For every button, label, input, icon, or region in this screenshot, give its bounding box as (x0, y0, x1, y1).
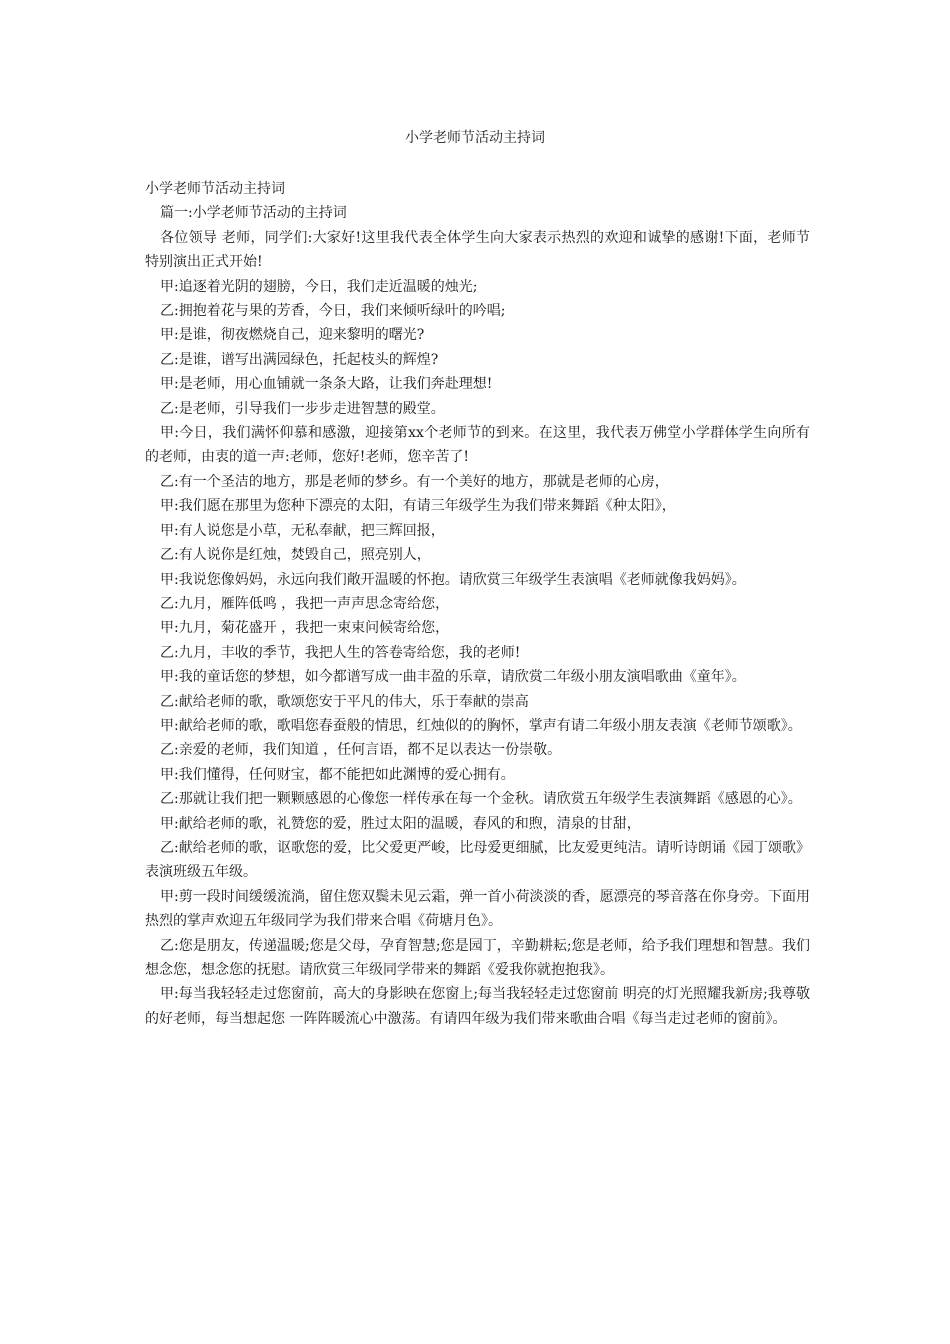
document-title: 小学老师节活动主持词 (405, 130, 545, 146)
document-body (145, 177, 810, 1031)
paragraph: 甲:每当我轻轻走过您窗前，高大的身影映在您窗上;每当我轻轻走过您窗前 明亮的灯光照耀我新房;我尊敬的好老师，每当想起您 一阵阵暖流心中激荡。有请四年级为我们带来歌曲合唱《每当走过老师的窗前》。 (145, 986, 810, 1027)
paragraph: 乙:您是朋友，传递温暖;您是父母，孕育智慧;您是园丁，辛勤耕耘;您是老师，给予我们理想和智慧。我们想念您，想念您的抚慰。请欣赏三年级同学带来的舞蹈《爱我你就抱抱我》。 (145, 937, 810, 978)
paragraph: 乙:有一个圣洁的地方，那是老师的梦乡。有一个美好的地方，那就是老师的心房， (160, 473, 669, 490)
paragraph: 甲:追逐着光阴的翅膀，今日，我们走近温暖的烛光; (160, 278, 478, 295)
paragraph: 乙:是老师，引导我们一步步走进智慧的殿堂。 (160, 400, 445, 417)
paragraph: 甲:是老师，用心血铺就一条条大路，让我们奔赴理想! (160, 376, 493, 393)
paragraph: 篇一:小学老师节活动的主持词 (160, 205, 347, 222)
paragraph: 乙:九月，丰收的季节，我把人生的答卷寄给您，我的老师! (160, 644, 521, 661)
paragraph: 甲:有人说您是小草，无私奉献，把三辉回报， (160, 522, 445, 539)
paragraph: 乙:有人说你是红烛，焚毁自己，照亮别人， (160, 547, 431, 564)
paragraph: 甲:是谁，彻夜燃烧自己，迎来黎明的曙光? (160, 327, 425, 344)
paragraph: 甲:九月，菊花盛开 ，我把一束束问候寄给您， (160, 620, 450, 637)
paragraph: 甲:献给老师的歌，歌唱您春蚕般的情思，红烛似的的胸怀，掌声有请二年级小朋友表演《老师节颂歌》。 (160, 717, 802, 734)
paragraph: 乙:献给老师的歌，歌颂您安于平凡的伟大，乐于奉献的崇高 (160, 693, 529, 710)
paragraph: 各位领导 老师，同学们:大家好!这里我代表全体学生向大家表示热烈的欢迎和诚挚的感谢!下面，老师节特别演出正式开始! (145, 229, 810, 271)
paragraph: 乙:九月，雁阵低鸣 ，我把一声声思念寄给您， (160, 595, 450, 612)
paragraph: 甲:我的童话您的梦想，如今都谱写成一曲丰盈的乐章，请欣赏二年级小朋友演唱歌曲《童年》。 (160, 669, 746, 686)
paragraph: 甲:我说您像妈妈，永远向我们敞开温暖的怀抱。请欣赏三年级学生表演唱《老师就像我妈妈》。 (160, 571, 746, 588)
paragraph: 甲:我们愿在那里为您种下漂亮的太阳，有请三年级学生为我们带来舞蹈《种太阳》， (160, 498, 676, 515)
paragraph: 甲:今日，我们满怀仰慕和感激，迎接第xx个老师节的到来。在这里，我代表万佛堂小学群体学生向所有的老师，由衷的道一声:老师，您好!老师，您辛苦了! (145, 425, 810, 466)
paragraph: 乙:那就让我们把一颗颗感恩的心像您一样传承在每一个金秋。请欣赏五年级学生表演舞蹈《感恩的心》。 (160, 791, 802, 808)
paragraph: 乙:献给老师的歌，讴歌您的爱，比父爱更严峻，比母爱更细腻，比友爱更纯洁。请听诗朗诵《园丁颂歌》 表演班级五年级。 (145, 839, 810, 881)
paragraph: 乙:亲爱的老师，我们知道 ，任何言语，都不足以表达一份崇敬。 (160, 742, 562, 759)
paragraph: 乙:是谁，谱写出满园绿色，托起枝头的辉煌? (160, 351, 439, 368)
document-subtitle: 小学老师节活动主持词 (145, 181, 285, 197)
paragraph: 甲:献给老师的歌，礼赞您的爱，胜过太阳的温暖，春风的和煦，清泉的甘甜， (160, 815, 641, 832)
paragraph: 甲:我们懂得，任何财宝，都不能把如此渊博的爱心拥有。 (160, 766, 515, 783)
paragraph: 乙:拥抱着花与果的芳香，今日，我们来倾听绿叶的吟唱; (160, 303, 506, 320)
paragraph: 甲:剪一段时间缓缓流淌，留住您双鬓未见云霜，弹一首小荷淡淡的香，愿漂亮的琴音落在你身旁。下面用热烈的掌声欢迎五年级同学为我们带来合唱《荷塘月色》。 (145, 888, 810, 930)
